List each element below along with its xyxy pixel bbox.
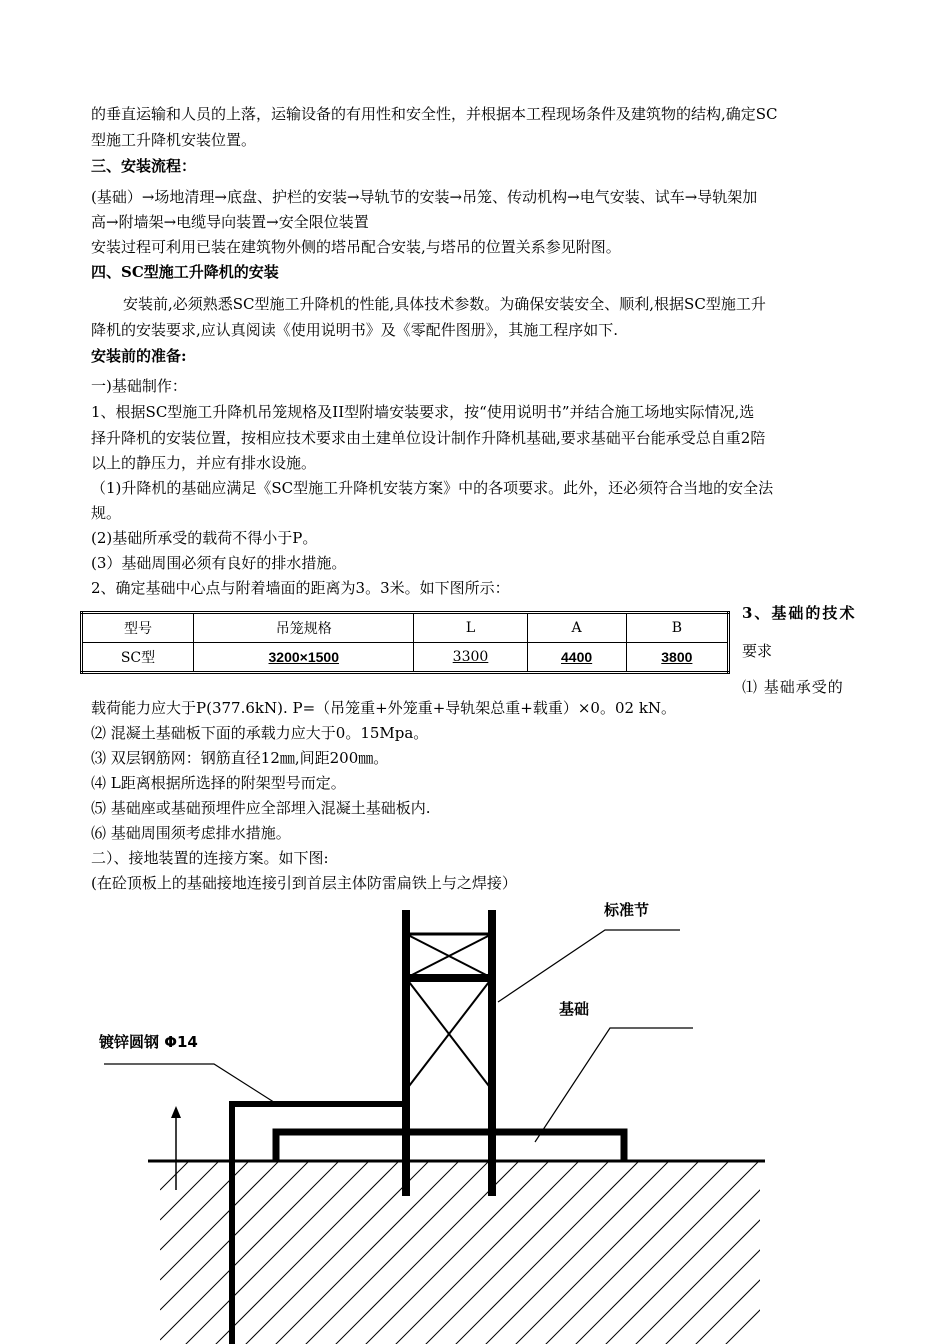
foundation-item-5: 2、确定基础中心点与附着墙面的距离为3。3米。如下图所示： [91,579,510,597]
table-header-row [82,613,729,643]
para-prep-2: 降机的安装要求,应认真阅读《使用说明书》及《零配件图册》，其施工程序如下. [91,321,619,339]
foundation-item-1c: 以上的静压力，并应有排水设施。 [91,454,317,472]
table-cell: 3800 [626,643,728,673]
grounding-rod [232,1104,406,1344]
grounding-diagram [0,890,950,1344]
table-cell: 4400 [527,643,626,673]
label-foundation: 基础 [559,1000,590,1018]
side-heading: 3、基础的技术 [742,604,857,622]
foundation-item-2a: （1)升降机的基础应满足《SC型施工升降机安装方案》中的各项要求。此外，还必须符合当地的安全法 [91,479,774,497]
label-grounding-rod: 镀锌圆钢 Φ14 [99,1033,198,1051]
heading-preparation: 安装前的准备: [91,347,187,365]
side-heading-2: 要求 [742,642,773,660]
foundation-item-3: (2)基础所承受的载荷不得小于P。 [91,529,318,547]
tech-item-4: ⑷ L距离根据所选择的附架型号而定。 [91,774,346,792]
table-header: A [527,613,626,643]
table-cell: 3300 [414,643,527,673]
spec-table [80,611,730,674]
leader-foundation [535,1028,693,1142]
tech-item-5: ⑸ 基础座或基础预埋件应全部埋入混凝土基础板内. [91,799,431,817]
tech-item-6: ⑹ 基础周围须考虑排水措施。 [91,824,291,842]
leader-standard [498,930,680,1002]
foundation-item-2b: 规。 [91,504,122,522]
para-intro-1: 的垂直运输和人员的上落，运输设备的有用性和安全性，并根据本工程现场条件及建筑物的结构,确定SC [91,105,778,123]
flow-line-2: 高→附墙架→电缆导向装置→安全限位装置 [91,213,369,231]
para-prep-1: 安装前,必须熟悉SC型施工升降机的性能,具体技术参数。为确保安装安全、顺利,根据SC型施工升 [123,295,766,313]
tech-item-3: ⑶ 双层钢筋网：钢筋直径12㎜,间距200㎜。 [91,749,389,767]
foundation-item-1a: 1、根据SC型施工升降机吊笼规格及II型附墙安装要求，按“使用说明书”并结合施工场地实际情况,选 [91,403,755,421]
table-cell: 3200×1500 [194,643,414,673]
mast-section [406,910,492,1196]
heading-install-flow: 三、安装流程： [91,157,197,175]
table-header: L [414,613,527,643]
grounding-heading: 二）、接地装置的连接方案。如下图: [91,849,329,867]
flow-line-1: (基础）→场地清理→底盘、护栏的安装→导轨节的安装→吊笼、传动机构→电气安装、试车→导轨架加 [91,188,758,206]
label-standard-section: 标准节 [604,901,650,919]
foundation-item-4: (3）基础周围必须有良好的排水措施。 [91,554,347,572]
flow-line-3: 安装过程可利用已装在建筑物外侧的塔吊配合安装,与塔吊的位置关系参见附图。 [91,238,621,256]
side-item-1: ⑴ 基础承受的 [742,678,844,696]
tech-item-2: ⑵ 混凝土基础板下面的承载力应大于0。15Mpa。 [91,724,429,742]
grounding-note: (在砼顶板上的基础接地连接引到首层主体防雷扁铁上与之焊接） [91,874,517,892]
table-header: 吊笼规格 [194,613,414,643]
foundation-heading: 一)基础制作： [91,377,187,395]
tech-item-1: 载荷能力应大于P(377.6kN). P=（吊笼重+外笼重+导轨架总重+载重）×0。02 kN。 [91,699,677,717]
table-header: 型号 [82,613,194,643]
table-header: B [626,613,728,643]
table-cell: SC型 [82,643,194,673]
heading-sc-install: 四、SC型施工升降机的安装 [91,263,279,281]
leader-rod [104,1064,280,1106]
foundation-slab [276,1132,624,1162]
ground-hatching [160,1162,908,1344]
foundation-item-1b: 择升降机的安装位置，按相应技术要求由土建单位设计制作升降机基础,要求基础平台能承受总自重2陪 [91,429,766,447]
table-row [82,643,729,673]
para-intro-2: 型施工升降机安装位置。 [91,131,257,149]
